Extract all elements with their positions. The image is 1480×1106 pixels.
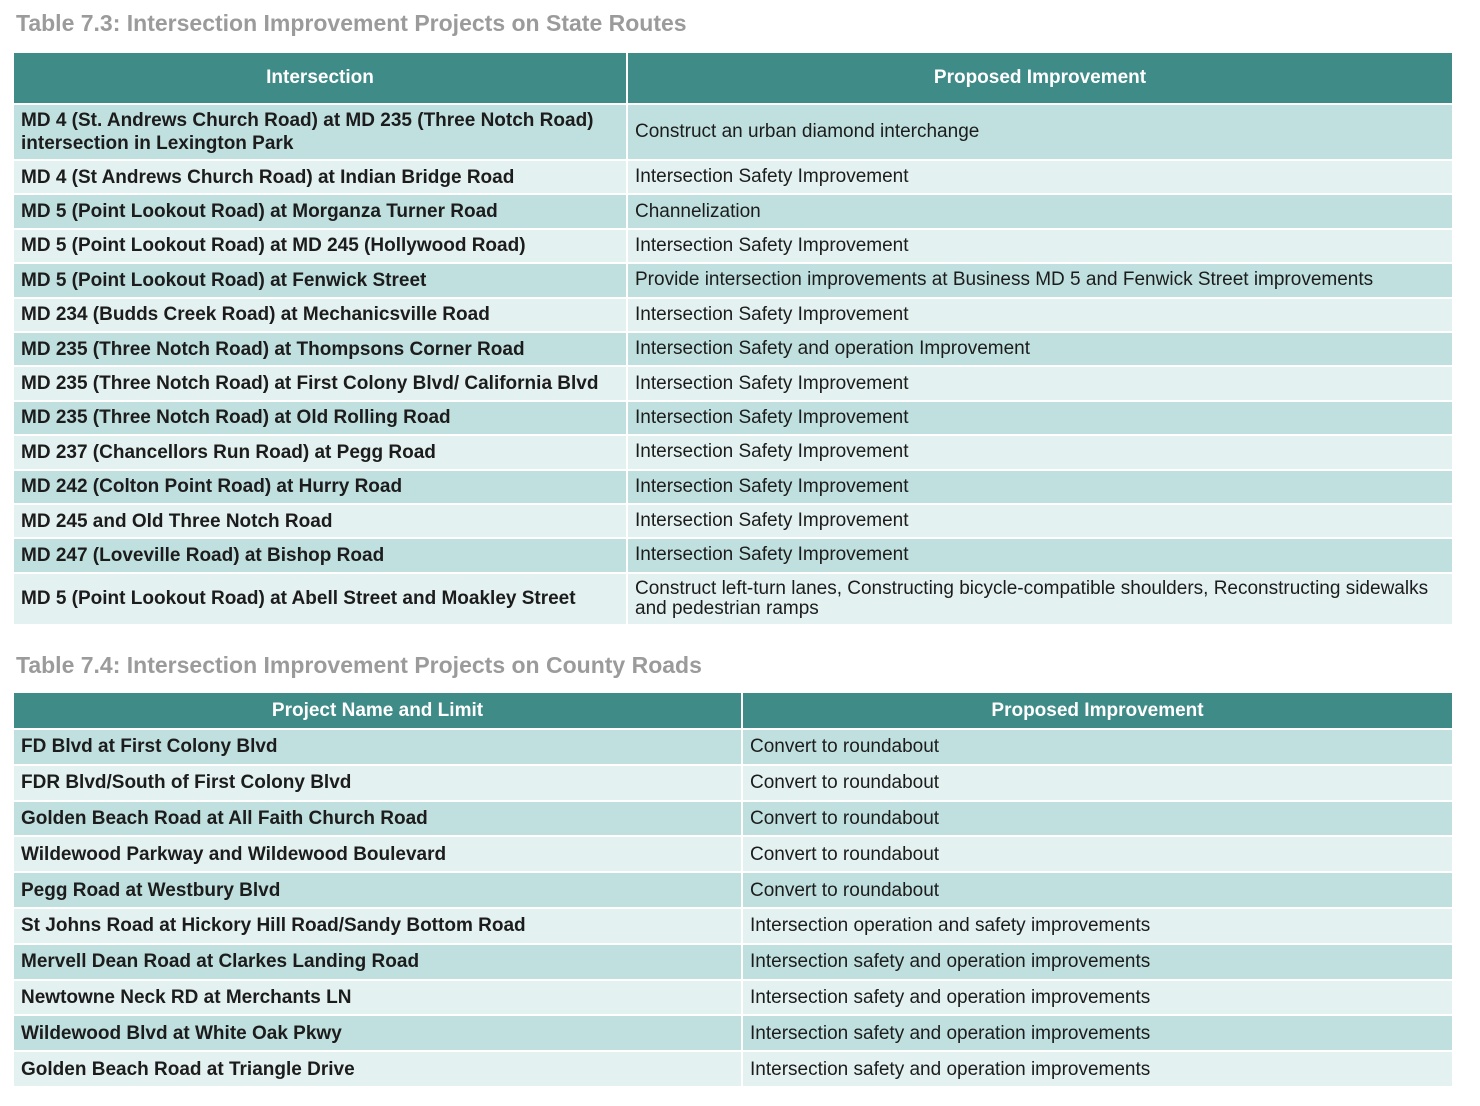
row-improvement-cell: Intersection Safety Improvement: [627, 298, 1452, 332]
table-row: [14, 538, 1452, 572]
row-improvement-cell: Intersection safety and operation improvements: [742, 1051, 1452, 1087]
row-improvement-cell: Channelization: [627, 194, 1452, 228]
table-row: [14, 229, 1452, 263]
row-improvement-cell: Intersection safety and operation improvements: [742, 980, 1452, 1016]
row-name-cell: MD 4 (St Andrews Church Road) at Indian Bridge Road: [14, 160, 627, 194]
row-improvement-cell: Provide intersection improvements at Business MD 5 and Fenwick Street improvements: [627, 263, 1452, 297]
row-improvement-cell: Intersection safety and operation improvements: [742, 944, 1452, 980]
row-name-cell: MD 242 (Colton Point Road) at Hurry Road: [14, 470, 627, 504]
row-name-cell: Newtowne Neck RD at Merchants LN: [14, 980, 742, 1016]
row-name-cell: Golden Beach Road at All Faith Church Road: [14, 801, 742, 837]
column-header-proposed-improvement: Proposed Improvement: [742, 693, 1452, 729]
row-improvement-cell: Intersection Safety Improvement: [627, 470, 1452, 504]
table-row: [14, 470, 1452, 504]
table-row: [14, 1051, 1452, 1087]
table-row: [14, 160, 1452, 194]
table-row: [14, 1015, 1452, 1051]
row-improvement-cell: Intersection Safety Improvement: [627, 160, 1452, 194]
table-row: [14, 298, 1452, 332]
table-7-3-caption: Table 7.3: Intersection Improvement Projects on State Routes: [16, 10, 687, 36]
row-name-cell: MD 5 (Point Lookout Road) at Abell Street and Moakley Street: [14, 573, 627, 625]
row-improvement-cell: Convert to roundabout: [742, 765, 1452, 801]
table-row: [14, 401, 1452, 435]
row-improvement-cell: Convert to roundabout: [742, 872, 1452, 908]
row-name-cell: MD 245 and Old Three Notch Road: [14, 504, 627, 538]
table-row: [14, 366, 1452, 400]
table-header-row: [14, 693, 1452, 729]
table-row: [14, 801, 1452, 837]
row-improvement-cell: Intersection operation and safety improvements: [742, 908, 1452, 944]
row-name-cell: St Johns Road at Hickory Hill Road/Sandy Bottom Road: [14, 908, 742, 944]
row-improvement-cell: Intersection Safety Improvement: [627, 435, 1452, 469]
column-header-proposed-improvement: Proposed Improvement: [627, 53, 1452, 104]
row-name-cell: MD 235 (Three Notch Road) at Old Rolling Road: [14, 401, 627, 435]
row-name-cell: MD 237 (Chancellors Run Road) at Pegg Road: [14, 435, 627, 469]
row-improvement-cell: Construct left-turn lanes, Constructing bicycle-compatible shoulders, Reconstructing sidewalks and pedestrian ramps: [627, 573, 1452, 625]
row-improvement-cell: Intersection Safety Improvement: [627, 366, 1452, 400]
row-name-cell: Wildewood Parkway and Wildewood Boulevard: [14, 836, 742, 872]
row-name-cell: FD Blvd at First Colony Blvd: [14, 729, 742, 765]
table-row: [14, 980, 1452, 1016]
row-name-cell: FDR Blvd/South of First Colony Blvd: [14, 765, 742, 801]
row-name-cell: MD 247 (Loveville Road) at Bishop Road: [14, 538, 627, 572]
row-improvement-cell: Construct an urban diamond interchange: [627, 104, 1452, 160]
column-header-project-name-and-limit: Project Name and Limit: [14, 693, 742, 729]
table-row: [14, 836, 1452, 872]
row-name-cell: MD 235 (Three Notch Road) at First Colony Blvd/ California Blvd: [14, 366, 627, 400]
row-name-cell: MD 5 (Point Lookout Road) at MD 245 (Hollywood Road): [14, 229, 627, 263]
row-improvement-cell: Intersection Safety Improvement: [627, 538, 1452, 572]
column-header-intersection: Intersection: [14, 53, 627, 104]
row-improvement-cell: Intersection Safety Improvement: [627, 401, 1452, 435]
row-name-cell: Golden Beach Road at Triangle Drive: [14, 1051, 742, 1087]
row-name-cell: MD 234 (Budds Creek Road) at Mechanicsville Road: [14, 298, 627, 332]
row-improvement-cell: Intersection Safety and operation Improvement: [627, 332, 1452, 366]
row-name-cell: Wildewood Blvd at White Oak Pkwy: [14, 1015, 742, 1051]
row-improvement-cell: Convert to roundabout: [742, 729, 1452, 765]
table-row: [14, 332, 1452, 366]
table-row: [14, 908, 1452, 944]
table-row: [14, 194, 1452, 228]
row-name-cell: MD 235 (Three Notch Road) at Thompsons Corner Road: [14, 332, 627, 366]
table-row: [14, 765, 1452, 801]
row-improvement-cell: Convert to roundabout: [742, 801, 1452, 837]
table-row: [14, 729, 1452, 765]
state-routes-table: [14, 53, 1452, 626]
county-roads-table: [14, 693, 1452, 1088]
row-improvement-cell: Intersection safety and operation improvements: [742, 1015, 1452, 1051]
table-row: [14, 504, 1452, 538]
table-row: [14, 872, 1452, 908]
row-improvement-cell: Intersection Safety Improvement: [627, 504, 1452, 538]
row-improvement-cell: Intersection Safety Improvement: [627, 229, 1452, 263]
row-name-cell: MD 5 (Point Lookout Road) at Fenwick Street: [14, 263, 627, 297]
row-name-cell: MD 5 (Point Lookout Road) at Morganza Turner Road: [14, 194, 627, 228]
row-name-cell: MD 4 (St. Andrews Church Road) at MD 235 (Three Notch Road) intersection in Lexington Park: [14, 104, 627, 160]
row-name-cell: Pegg Road at Westbury Blvd: [14, 872, 742, 908]
table-row: [14, 944, 1452, 980]
row-name-cell: Mervell Dean Road at Clarkes Landing Road: [14, 944, 742, 980]
row-improvement-cell: Convert to roundabout: [742, 836, 1452, 872]
table-7-4-caption: Table 7.4: Intersection Improvement Projects on County Roads: [16, 652, 702, 678]
table-row: [14, 435, 1452, 469]
table-row: [14, 104, 1452, 160]
table-header-row: [14, 53, 1452, 104]
table-row: [14, 573, 1452, 625]
table-row: [14, 263, 1452, 297]
